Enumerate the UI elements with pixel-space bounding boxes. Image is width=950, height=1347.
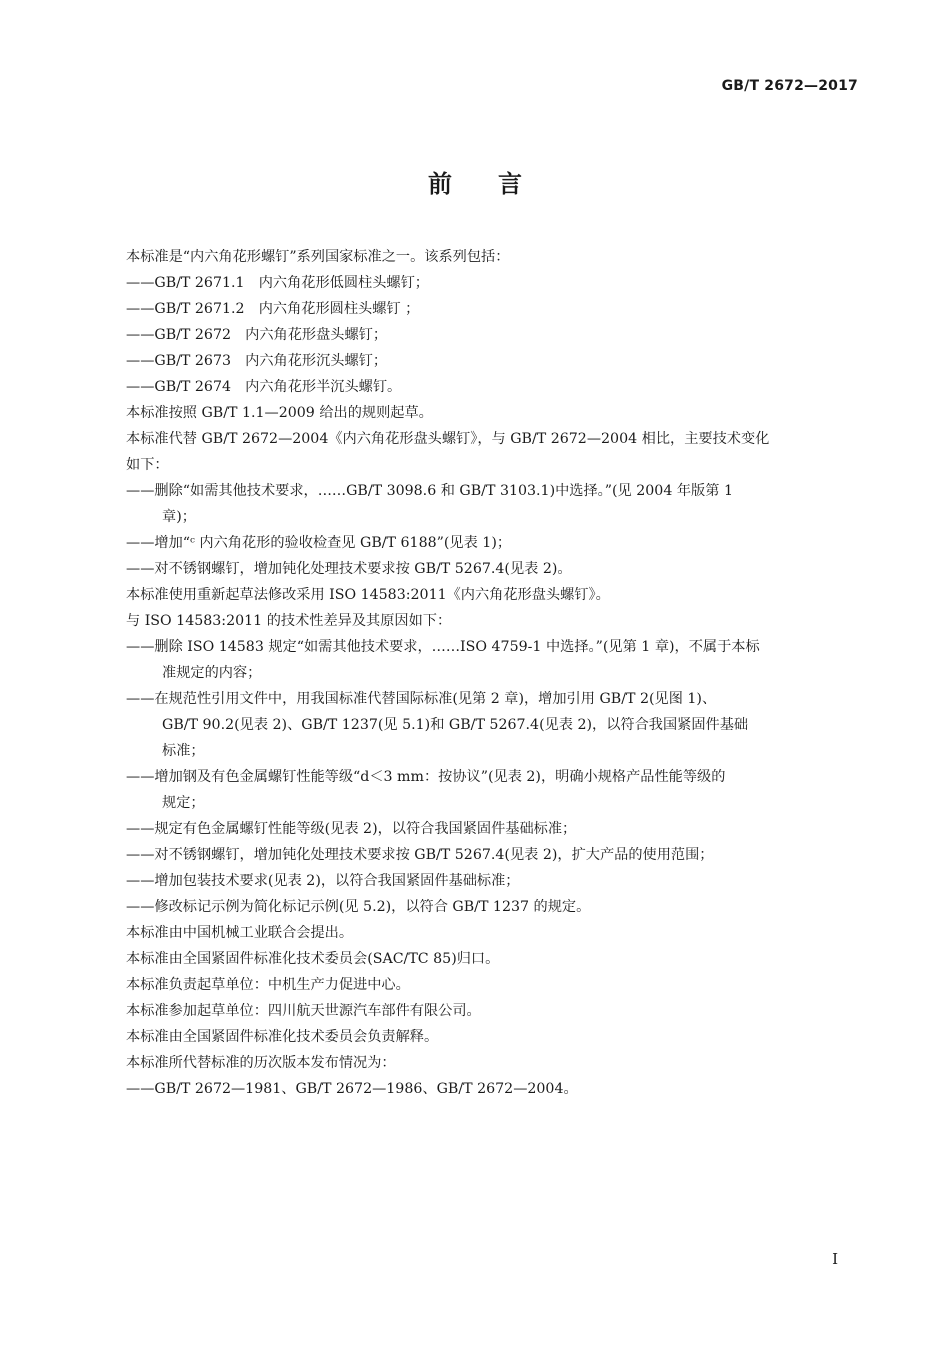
list-item-line: ——GB/T 2673 内六角花形沉头螺钉； bbox=[126, 353, 388, 369]
list-item-line: ——对不锈钢螺钉，增加钝化处理技术要求按 GB/T 5267.4(见表 2)。 bbox=[126, 561, 572, 577]
list-item-line: ——在规范性引用文件中，用我国标准代替国际标准(见第 2 章)，增加引用 GB/T 2(见图 1)、 bbox=[126, 691, 717, 707]
paragraph-line: 本标准是“内六角花形螺钉”系列国家标准之一。该系列包括： bbox=[126, 249, 510, 265]
list-item-line: ——GB/T 2671.2 内六角花形圆柱头螺钉 ； bbox=[126, 301, 420, 317]
document-code: GB/T 2672—2017 bbox=[721, 78, 858, 94]
list-item-line: ——删除 ISO 14583 规定“如需其他技术要求，……ISO 4759-1 中选择。”(见第 1 章)，不属于本标 bbox=[126, 639, 760, 655]
list-item-line: 章)； bbox=[162, 509, 196, 525]
list-item-line: ——GB/T 2672—1981、GB/T 2672—1986、GB/T 2672—2004。 bbox=[126, 1081, 578, 1097]
list-item-line: GB/T 90.2(见表 2)、GB/T 1237(见 5.1)和 GB/T 5267.4(见表 2)，以符合我国紧固件基础 bbox=[162, 717, 749, 733]
list-item-line: ——删除“如需其他技术要求，……GB/T 3098.6 和 GB/T 3103.1)中选择。”(见 2004 年版第 1 bbox=[126, 483, 733, 499]
list-item-line: ——增加包装技术要求(见表 2)，以符合我国紧固件基础标准； bbox=[126, 873, 520, 889]
list-item-line: ——对不锈钢螺钉，增加钝化处理技术要求按 GB/T 5267.4(见表 2)，扩大产品的使用范围； bbox=[126, 847, 714, 863]
list-item-line: 标准； bbox=[162, 743, 205, 759]
paragraph-line: 本标准由中国机械工业联合会提出。 bbox=[126, 925, 354, 941]
list-item-line: ——GB/T 2671.1 内六角花形低圆柱头螺钉； bbox=[126, 275, 429, 291]
paragraph-line: 本标准代替 GB/T 2672—2004《内六角花形盘头螺钉》，与 GB/T 2672—2004 相比，主要技术变化 bbox=[126, 431, 770, 447]
page-title: 前言 bbox=[428, 170, 568, 198]
list-item-line: ——修改标记示例为简化标记示例(见 5.2)，以符合 GB/T 1237 的规定。 bbox=[126, 899, 591, 915]
page-number: I bbox=[832, 1250, 838, 1268]
paragraph-line: 本标准按照 GB/T 1.1—2009 给出的规则起草。 bbox=[126, 405, 433, 421]
paragraph-line: 本标准使用重新起草法修改采用 ISO 14583:2011《内六角花形盘头螺钉》。 bbox=[126, 587, 610, 603]
list-item-line: ——增加钢及有色金属螺钉性能等级“d＜3 mm：按协议”(见表 2)，明确小规格产品性能等级的 bbox=[126, 769, 726, 785]
paragraph-line: 本标准由全国紧固件标准化技术委员会负责解释。 bbox=[126, 1029, 439, 1045]
list-item-line: 准规定的内容； bbox=[162, 665, 262, 681]
list-item-line: ——规定有色金属螺钉性能等级(见表 2)，以符合我国紧固件基础标准； bbox=[126, 821, 577, 837]
foreword-body bbox=[126, 244, 861, 1102]
list-item-line: ——GB/T 2672 内六角花形盘头螺钉； bbox=[126, 327, 388, 343]
paragraph-line: 如下： bbox=[126, 457, 169, 473]
list-item-line: ——GB/T 2674 内六角花形半沉头螺钉。 bbox=[126, 379, 402, 395]
list-item-line: 规定； bbox=[162, 795, 205, 811]
paragraph-line: 本标准负责起草单位：中机生产力促进中心。 bbox=[126, 977, 410, 993]
paragraph-line: 本标准所代替标准的历次版本发布情况为： bbox=[126, 1055, 396, 1071]
paragraph-line: 本标准参加起草单位：四川航天世源汽车部件有限公司。 bbox=[126, 1003, 481, 1019]
paragraph-line: 本标准由全国紧固件标准化技术委员会(SAC/TC 85)归口。 bbox=[126, 951, 500, 967]
list-item-line: ——增加“ᶜ 内六角花形的验收检查见 GB/T 6188”(见表 1)； bbox=[126, 535, 512, 551]
paragraph-line: 与 ISO 14583:2011 的技术性差异及其原因如下： bbox=[126, 613, 452, 629]
